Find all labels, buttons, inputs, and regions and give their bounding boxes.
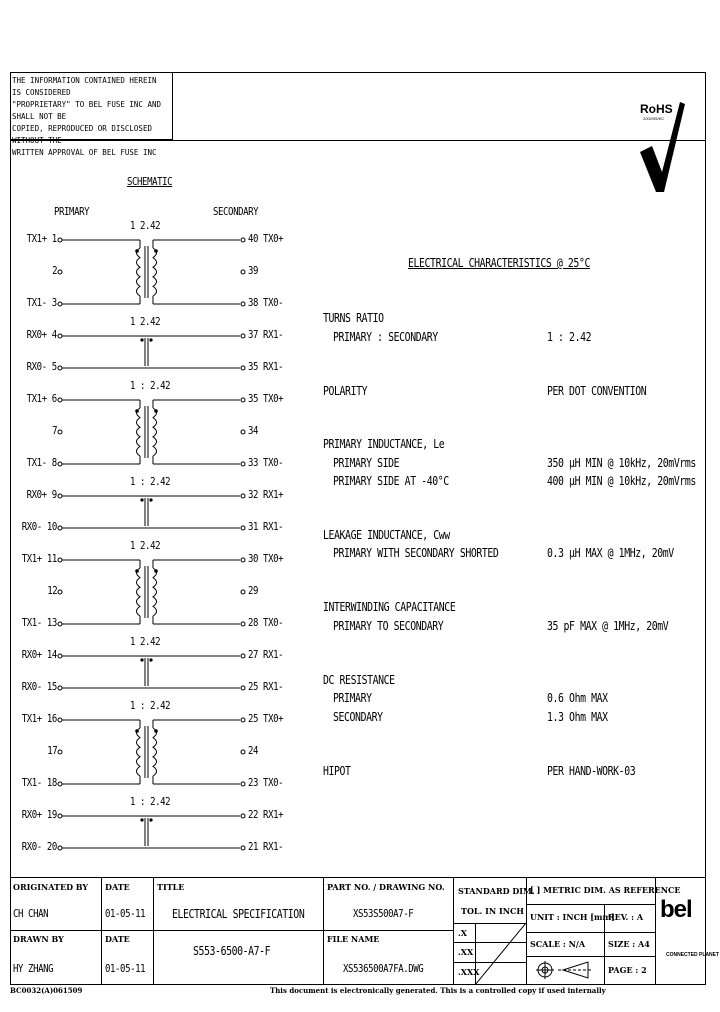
polarity-value: PER DOT CONVENTION [547, 384, 647, 398]
primary-pin-label: TX1- 18 [21, 776, 57, 789]
secondary-pin-label: 22 RX1+ [248, 808, 284, 821]
choke-ratio-label: 1 : 2.42 [130, 475, 171, 488]
primary-pin-label: TX1+ 1 [26, 232, 57, 245]
secondary-pin-label: 38 TX0- [248, 296, 284, 309]
schematic-title: SCHEMATIC [127, 175, 173, 188]
drawing-title-2: S553-6500-A7-F [193, 944, 271, 958]
choke-ratio-label: 1 : 2.42 [130, 795, 171, 808]
primary-pin-label: TX1+ 16 [21, 712, 57, 725]
inductance-sub-1: PRIMARY SIDE [333, 456, 400, 470]
metric-header: [ ] METRIC DIM. AS REFERENCE [530, 885, 681, 895]
primary-pin-label: TX1- 13 [21, 616, 57, 629]
primary-pin-label: RX0+ 9 [26, 488, 57, 501]
file-name: XS536500A7FA.DWG [343, 962, 424, 975]
inductance-sub-2: PRIMARY SIDE AT -40°C [333, 474, 449, 488]
secondary-pin-label: 32 RX1+ [248, 488, 284, 501]
turns-ratio-sub: PRIMARY : SECONDARY [333, 330, 438, 344]
controlled-copy-notice: This document is electronically generated. This is a controlled copy if used internally [270, 986, 606, 995]
tol-xx: .XX [458, 947, 474, 957]
primary-pin-label: 2 [51, 264, 57, 277]
dc-resistance-value-2: 1.3 Ohm MAX [547, 710, 608, 724]
secondary-pin-label: 28 TX0- [248, 616, 284, 629]
primary-pin-label: TX1- 3 [26, 296, 57, 309]
originated-date: 01-05-11 [105, 907, 146, 920]
secondary-pin-label: 37 RX1- [248, 328, 284, 341]
primary-pin-label: TX1- 8 [26, 456, 57, 469]
std-dim-header: STANDARD DIM. [458, 886, 535, 896]
scale-field: SCALE : N/A [530, 939, 586, 949]
secondary-pin-label: 39 [248, 264, 259, 277]
file-name-header: FILE NAME [327, 934, 380, 944]
bel-logo: bel [660, 896, 692, 923]
drawn-by-header: DRAWN BY [13, 934, 64, 944]
inductance-value-1: 350 µH MIN @ 10kHz, 20mVrms [547, 456, 696, 470]
proprietary-notice: THE INFORMATION CONTAINED HEREIN IS CONSIDERED "PROPRIETARY" TO BEL FUSE INC AND SHALL NOT BE COPIED, REPRODUCED OR DISCLOSED WRITTEN APPROVAL OF BEL FUSE INC [10, 72, 173, 140]
tol-x: .X [458, 928, 467, 938]
choke-ratio-label: 1 2.42 [130, 315, 161, 328]
turns-ratio-label: TURNS RATIO [323, 311, 384, 325]
secondary-pin-label: 30 TX0+ [248, 552, 284, 565]
primary-pin-label: 17 [46, 744, 57, 757]
rohs-sub: 2002/95/EC [643, 116, 665, 121]
tol-inch-header: TOL. IN INCH [461, 906, 524, 916]
primary-pin-label: RX0+ 4 [26, 328, 57, 341]
turns-ratio-value: 1 : 2.42 [547, 330, 592, 344]
primary-heading: PRIMARY [54, 205, 90, 218]
secondary-pin-label: 25 TX0+ [248, 712, 284, 725]
secondary-pin-label: 27 RX1- [248, 648, 284, 661]
turns-ratio-label: 1 : 2.42 [130, 699, 171, 712]
choke-ratio-label: 1 2.42 [130, 635, 161, 648]
secondary-pin-label: 24 [248, 744, 259, 757]
secondary-heading: SECONDARY [213, 205, 259, 218]
date-header-2: DATE [105, 934, 130, 944]
originated-by-header: ORIGINATED BY [13, 882, 89, 892]
part-number: XS53S500A7-F [353, 907, 414, 920]
page-field: PAGE : 2 [608, 965, 647, 975]
secondary-pin-label: 35 RX1- [248, 360, 284, 373]
leakage-label: LEAKAGE INDUCTANCE, Cww [323, 528, 450, 542]
primary-pin-label: TX1+ 6 [26, 392, 57, 405]
hipot-value: PER HAND-WORK-03 [547, 764, 636, 778]
capacitance-sub: PRIMARY TO SECONDARY [333, 619, 444, 633]
dc-resistance-label: DC RESISTANCE [323, 673, 395, 687]
inductance-value-2: 400 µH MIN @ 10kHz, 20mVrms [547, 474, 696, 488]
doc-number: BC0032(A)061509 [10, 986, 83, 995]
polarity-label: POLARITY [323, 384, 368, 398]
unit-field: UNIT : INCH [mm] [530, 912, 615, 922]
primary-pin-label: RX0- 15 [21, 680, 57, 693]
primary-pin-label: 7 [51, 424, 57, 437]
secondary-pin-label: 21 RX1- [248, 840, 284, 853]
rohs-label: RoHS [640, 102, 673, 116]
primary-pin-label: TX1+ 11 [21, 552, 57, 565]
capacitance-label: INTERWINDING CAPACITANCE [323, 600, 456, 614]
hipot-label: HIPOT [323, 764, 351, 778]
date-header: DATE [105, 882, 130, 892]
primary-pin-label: 12 [46, 584, 57, 597]
drawn-by: HY ZHANG [13, 962, 54, 975]
secondary-pin-label: 34 [248, 424, 259, 437]
dc-resistance-sub-2: SECONDARY [333, 710, 383, 724]
secondary-pin-label: 33 TX0- [248, 456, 284, 469]
part-no-header: PART NO. / DRAWING NO. [327, 882, 445, 892]
tol-xxx: .XXX [458, 967, 480, 977]
secondary-pin-label: 35 TX0+ [248, 392, 284, 405]
primary-pin-label: RX0- 20 [21, 840, 57, 853]
primary-pin-label: RX0- 5 [26, 360, 57, 373]
projection-symbol-icon [536, 958, 594, 982]
electrical-heading: ELECTRICAL CHARACTERISTICS @ 25°C [408, 256, 590, 270]
secondary-pin-label: 23 TX0- [248, 776, 284, 789]
title-header: TITLE [157, 882, 185, 892]
secondary-pin-label: 25 RX1- [248, 680, 284, 693]
leakage-value: 0.3 µH MAX @ 1MHz, 20mV [547, 546, 674, 560]
primary-pin-label: RX0+ 14 [21, 648, 57, 661]
drawing-title: ELECTRICAL SPECIFICATION [172, 907, 305, 921]
originated-by: CH CHAN [13, 907, 49, 920]
drawn-date: 01-05-11 [105, 962, 146, 975]
inductance-label: PRIMARY INDUCTANCE, Le [323, 437, 445, 451]
turns-ratio-label: 1 2.42 [130, 219, 161, 232]
bel-tagline: CONNECTED PLANET [666, 952, 720, 958]
primary-pin-label: RX0- 10 [21, 520, 57, 533]
tolerance-diagonal [475, 923, 526, 985]
leakage-sub: PRIMARY WITH SECONDARY SHORTED [333, 546, 499, 560]
secondary-pin-label: 31 RX1- [248, 520, 284, 533]
size-field: SIZE : A4 [608, 939, 650, 949]
rohs-check-icon [638, 100, 688, 194]
dc-resistance-sub-1: PRIMARY [333, 691, 372, 705]
secondary-pin-label: 40 TX0+ [248, 232, 284, 245]
dc-resistance-value-1: 0.6 Ohm MAX [547, 691, 608, 705]
turns-ratio-label: 1 : 2.42 [130, 379, 171, 392]
secondary-pin-label: 29 [248, 584, 259, 597]
primary-pin-label: RX0+ 19 [21, 808, 57, 821]
transformer-schematic [0, 0, 320, 870]
revision-field: REV. : A [608, 912, 644, 922]
capacitance-value: 35 pF MAX @ 1MHz, 20mV [547, 619, 669, 633]
turns-ratio-label: 1 2.42 [130, 539, 161, 552]
